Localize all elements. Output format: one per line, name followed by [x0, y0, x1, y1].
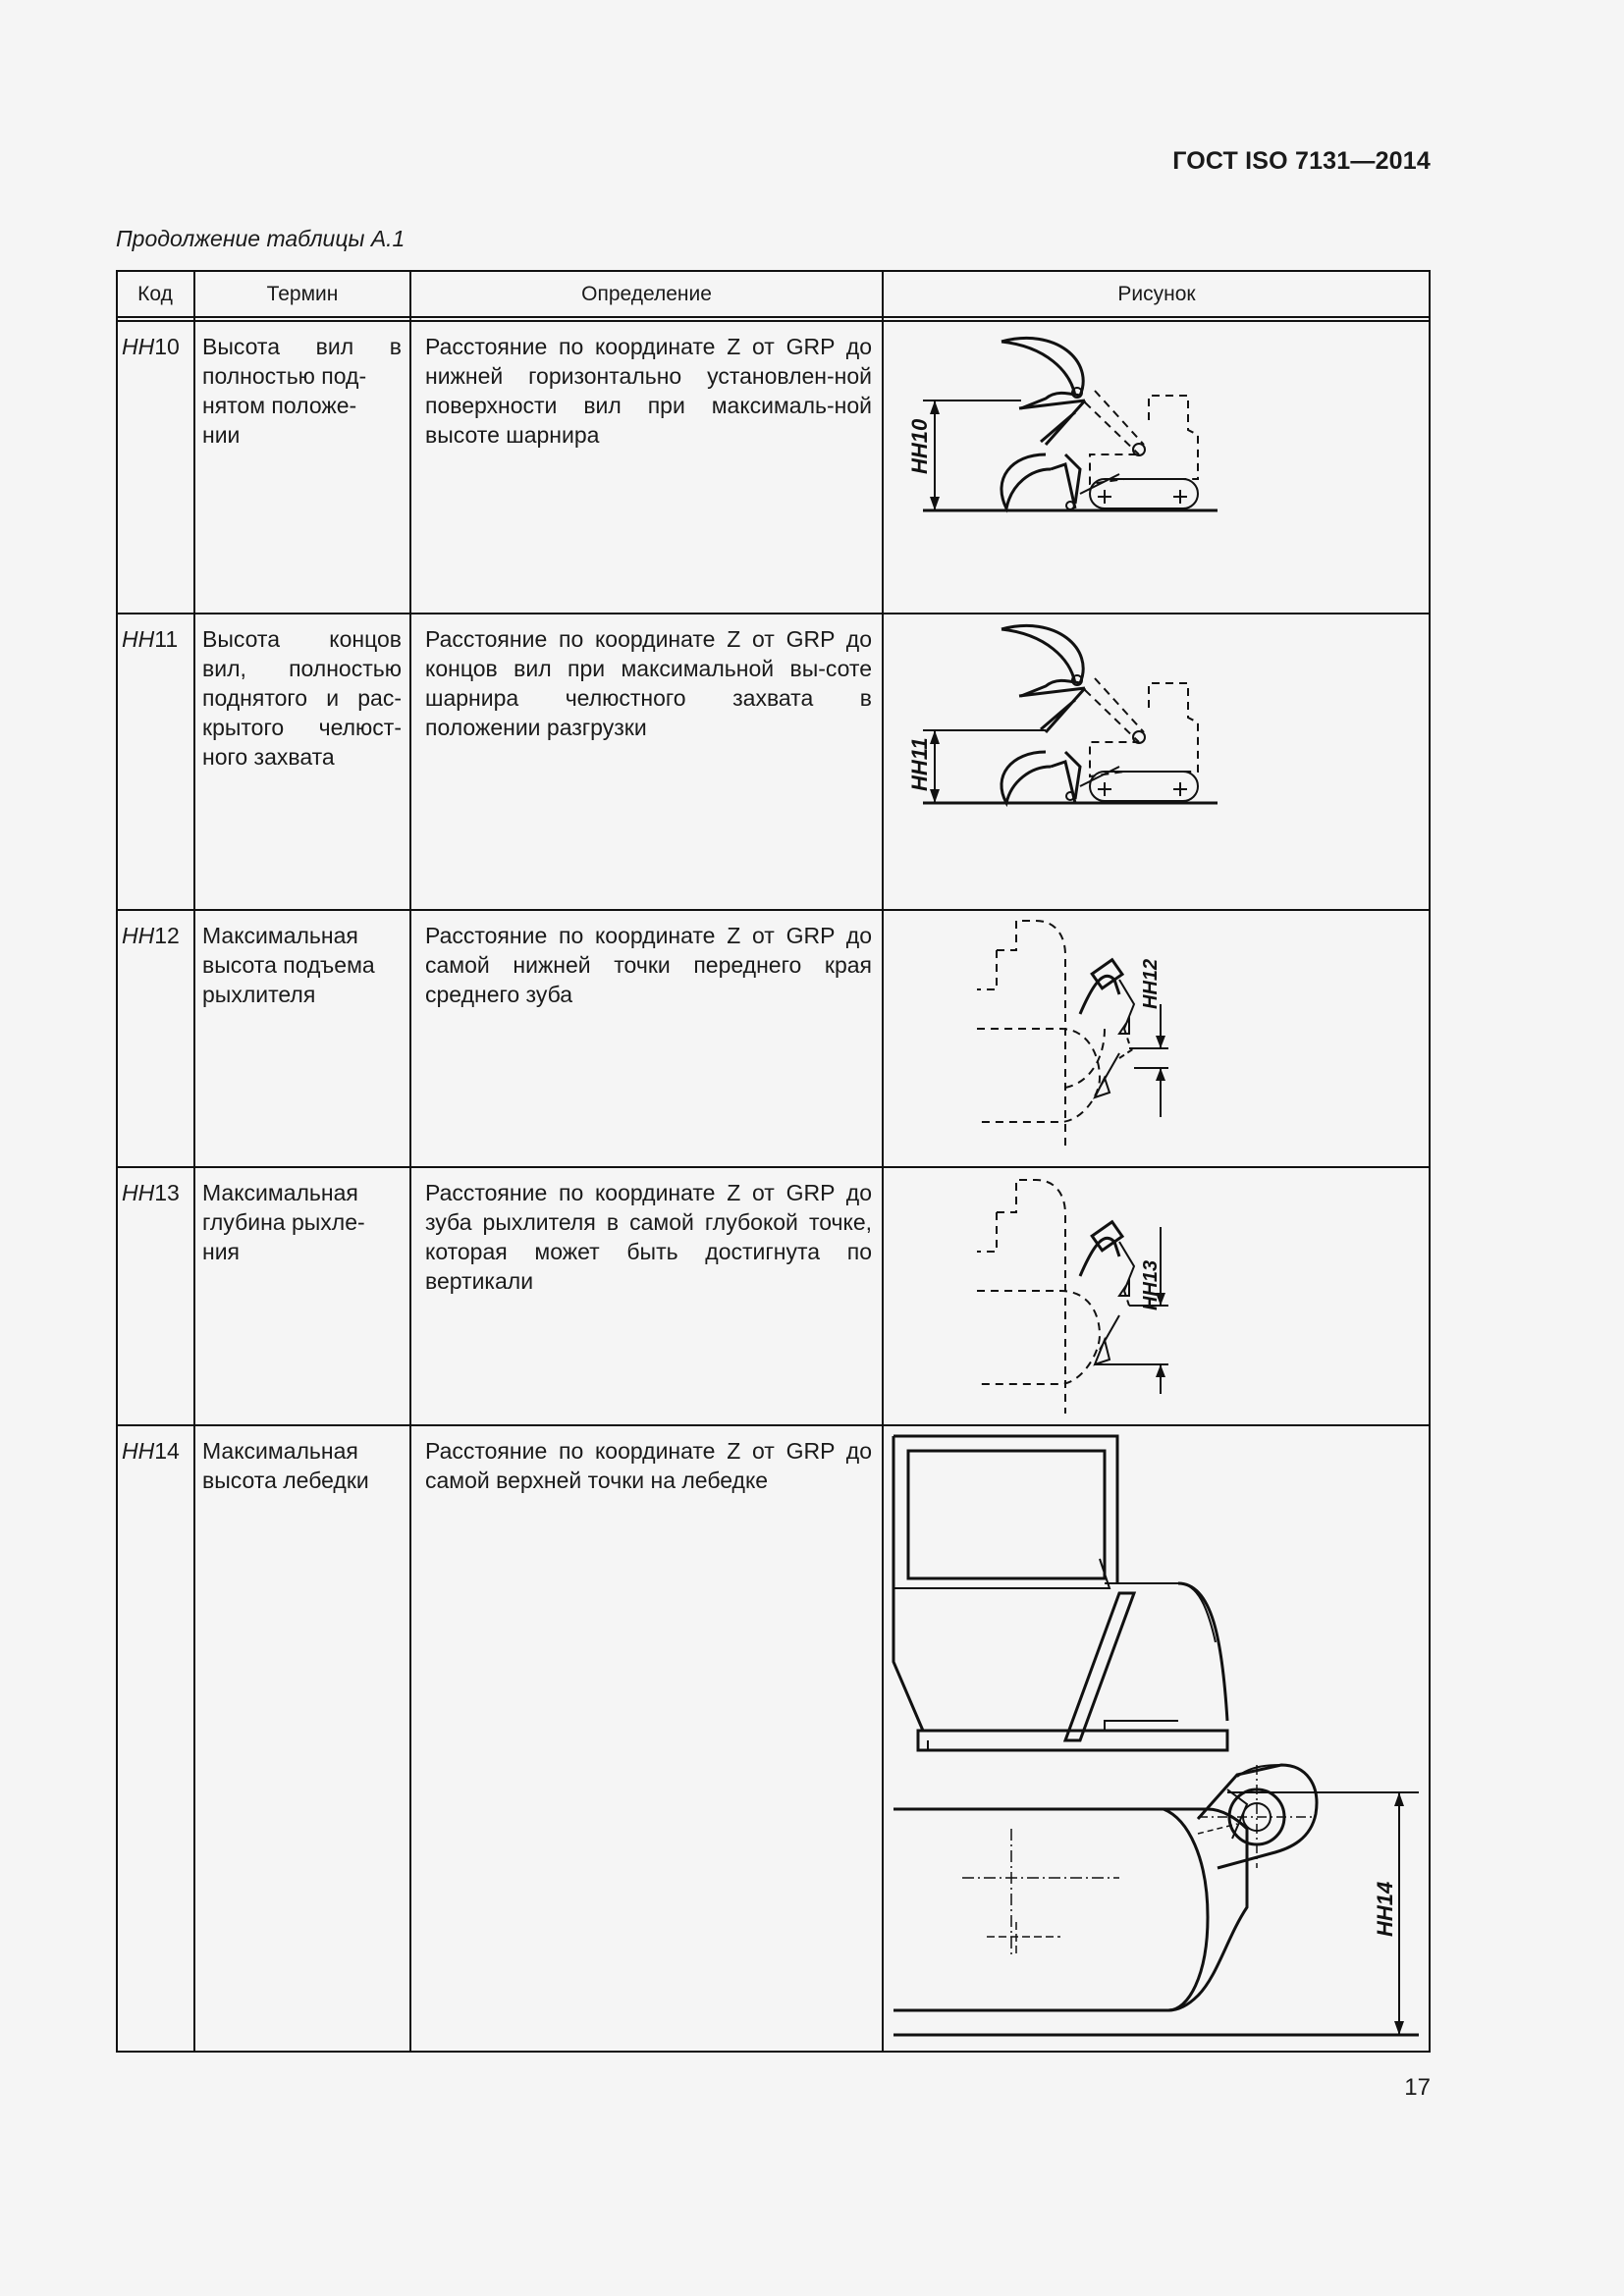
dimension-label: HH14: [1373, 1881, 1397, 1937]
row-code: HH13: [122, 1180, 180, 1205]
column-header-figure: Рисунок: [1117, 283, 1196, 305]
row-definition: Расстояние по координате Z от GRP до концов вил при максимальной вы-соте шарнира челюстного захвата в положении разгрузки: [425, 626, 872, 740]
row-definition: Расстояние по координате Z от GRP до самой нижней точки переднего края среднего зуба: [425, 923, 872, 1007]
row-term: Максимальная высота подъема рыхлителя: [202, 923, 375, 1007]
dimension-label: HH11: [907, 737, 932, 791]
row-definition: Расстояние по координате Z от GRP до зуба рыхлителя в самой глубокой точке, которая может быть достигнута по вертикали: [425, 1180, 872, 1294]
row-code: HH12: [122, 923, 180, 948]
table-row: [116, 1168, 1431, 1424]
row-term: Высота вил в полностью под- нятом положе- нии: [202, 334, 402, 448]
definitions-table: [116, 270, 1431, 2053]
row-code: HH10: [122, 334, 180, 359]
figure-grapple-tips-height: [884, 614, 1429, 909]
row-definition: Расстояние по координате Z от GRP до самой верхней точки на лебедке: [425, 1438, 872, 1493]
row-term: Максимальная высота лебедки: [202, 1438, 369, 1493]
figure-loader-fork-height: [884, 322, 1429, 613]
page-number: 17: [1404, 2074, 1431, 2101]
dimension-label: HH10: [907, 418, 932, 474]
row-code: HH14: [122, 1438, 180, 1464]
figure-ripper-lift-height: [884, 911, 1429, 1166]
table-row: [116, 1426, 1431, 2051]
dimension-label: HH12: [1140, 958, 1162, 1009]
row-definition: Расстояние по координате Z от GRP до нижней горизонтально установлен-ной поверхности вил при максималь-ной высоте шарнира: [425, 334, 872, 448]
column-header-term: Термин: [266, 283, 339, 305]
column-header-definition: Определение: [581, 283, 712, 305]
column-header-code: Код: [137, 283, 173, 305]
figure-ripping-depth: [884, 1168, 1429, 1424]
table-row: [116, 911, 1431, 1166]
row-term: Высота концов вил, полностью поднятого и рас-крытого челюст-ного захвата: [202, 626, 402, 770]
figure-winch-height: [884, 1426, 1429, 2051]
table-caption: Продолжение таблицы А.1: [116, 226, 406, 251]
row-term: Максимальная глубина рыхле-ния: [202, 1180, 365, 1264]
dimension-label: HH13: [1140, 1259, 1162, 1310]
table-row: [116, 322, 1431, 613]
row-code: HH11: [122, 626, 179, 652]
document-code: ГОСТ ISO 7131—2014: [1172, 147, 1431, 175]
table-row: [116, 614, 1431, 909]
